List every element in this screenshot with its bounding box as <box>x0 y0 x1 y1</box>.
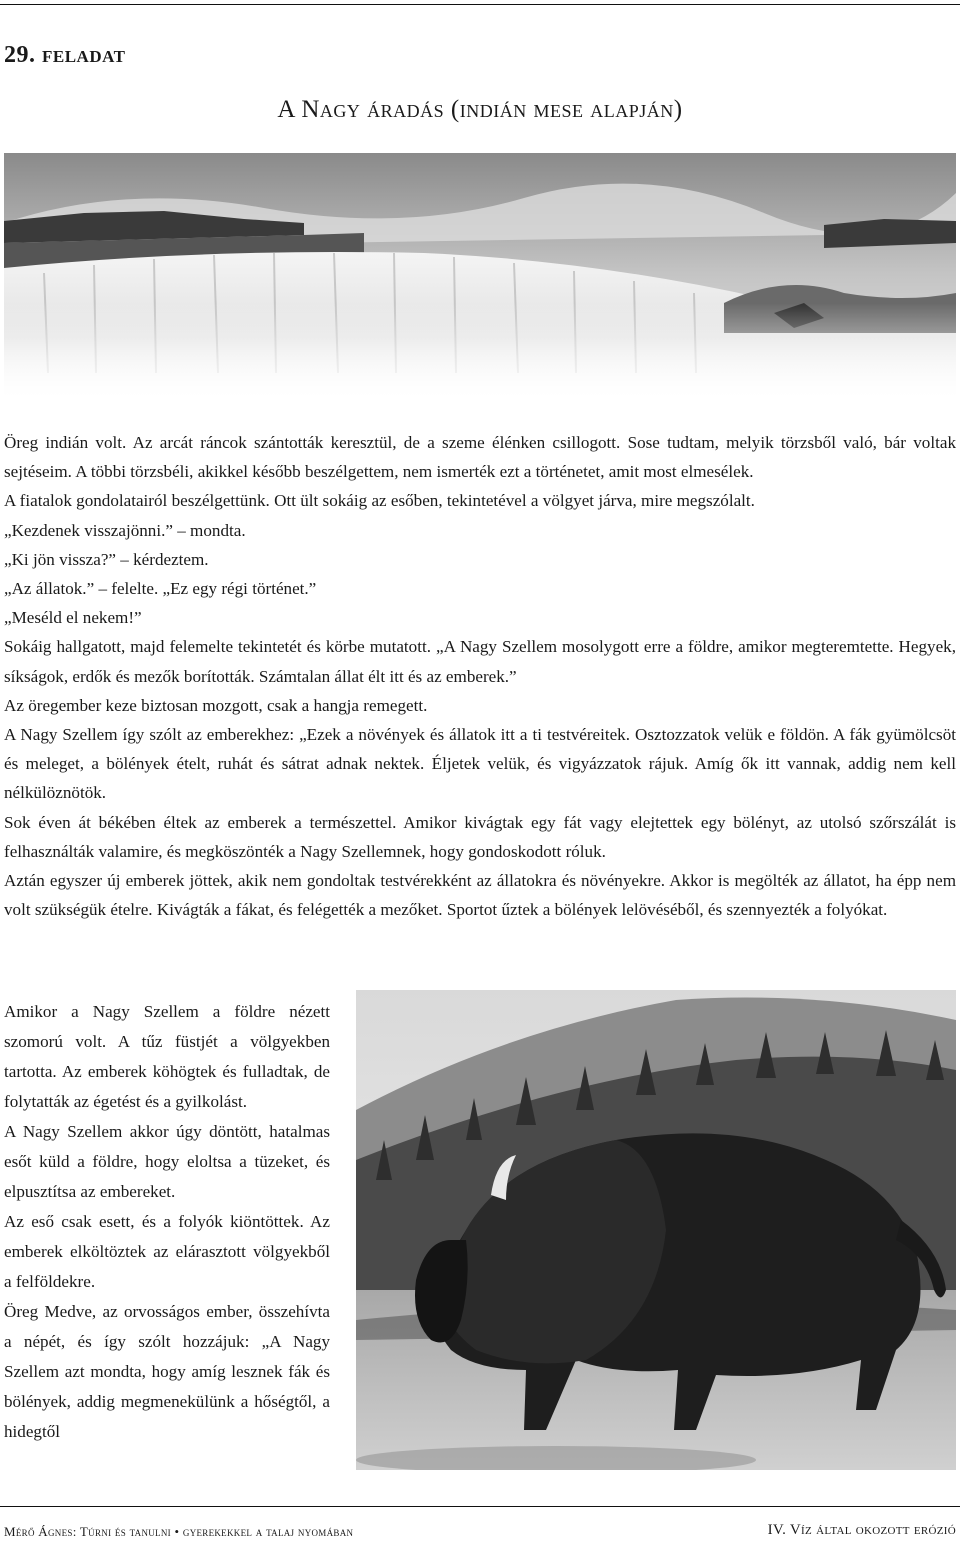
paragraph: Sokáig hallgatott, majd felemelte tekintetét és körbe mutatott. „A Nagy Szellem mosolygott erre a földre, amikor megteremtette. Hegyek, síkságok, erdők és mezők borították. Számtalan állat élt itt és az emberek.” <box>4 637 956 686</box>
task-number: 29. <box>4 42 36 68</box>
paragraph: Öreg indián volt. Az arcát ráncok szántották keresztül, de a szeme élénken csillogott. Sose tudtam, melyik törzsből való, bár voltak sejtéseim. A többi törzsbéli, akikkel később beszélgettem, nem ismerték ezt a történetet, amit most elmesélek. <box>4 433 956 482</box>
paragraph: A fiatalok gondolatairól beszélgettünk. Ott ült sokáig az esőben, tekintetével a völgyet járva, mire megszólalt. <box>4 491 755 511</box>
paragraph: „Kezdenek visszajönni.” – mondta. <box>4 520 246 540</box>
paragraph: „Ki jön vissza?” – kérdeztem. <box>4 549 209 569</box>
paragraph: Sok éven át békében éltek az emberek a természettel. Amikor kivágtak egy fát vagy elejtettek egy bölényt, az utolsó szőrszálát is felhasználták valamire, és megköszönték a Nagy Szellemnek, hogy gondoskodott róluk. <box>4 812 956 861</box>
footer-chapter-title: IV. Víz által okozott erózió <box>767 1522 956 1538</box>
paragraph: Az öregember keze biztosan mozgott, csak a hangja remegett. <box>4 695 428 715</box>
top-rule <box>0 4 960 5</box>
paragraph: „Az állatok.” – felelte. „Ez egy régi történet.” <box>4 579 317 599</box>
paragraph: Öreg Medve, az orvosságos ember, összehívta a népét, és így szólt hozzájuk: „A Nagy Szellem azt mondta, hogy amíg lesznek fák és bölények, addig megmenekülünk a hőségtől, a hidegtől <box>4 1302 330 1441</box>
narrow-column-text <box>4 997 330 1447</box>
paragraph: Amikor a Nagy Szellem a földre nézett szomorú volt. A tűz füstjét a völgyekben tartotta. Az emberek köhögtek és fulladtak, de folytatták az égetést és a gyilkolást. <box>4 1002 330 1111</box>
paragraph: A Nagy Szellem így szólt az emberekhez: „Ezek a növények és állatok itt a ti testvéreitek. Osztozzatok velük e földön. A fák gyümölcsöt és meleget, a bölények ételt, ruhát és sátrat adnak nektek. Éljetek velük, és vigyázzatok rájuk. Amíg ők itt vannak, addig nem kell nélkülöznötök. <box>4 725 956 803</box>
paragraph: A Nagy Szellem akkor úgy döntött, hatalmas esőt küld a földre, hogy eloltsa a tüzeket, és elpusztítsa az embereket. <box>4 1122 330 1201</box>
page-title: A Nagy áradás (indián mese alapján) <box>277 96 683 123</box>
footer-book-title: Mérő Ágnes: Túrni és tanulni • gyerekekkel a talaj nyomában <box>4 1524 354 1539</box>
bottom-rule <box>0 1506 960 1507</box>
paragraph: „Meséld el nekem!” <box>4 608 142 628</box>
bison-photo <box>356 990 956 1470</box>
paragraph: Aztán egyszer új emberek jöttek, akik nem gondoltak testvérekként az állatokra és növényekre. Akkor is megölték az állatot, ha épp nem volt szükségük ételre. Kivágták a fákat, és felégették a mezőket. Sportot űztek a bölények lelövéséből, és szennyezték a folyókat. <box>4 871 956 920</box>
story-text <box>4 428 956 924</box>
paragraph: Az eső csak esett, és a folyók kiöntöttek. Az emberek elköltöztek az elárasztott völgyekből a felföldekre. <box>4 1212 330 1291</box>
task-label: feladat <box>42 42 126 68</box>
task-heading <box>4 42 125 69</box>
waterfall-photo <box>4 153 956 395</box>
